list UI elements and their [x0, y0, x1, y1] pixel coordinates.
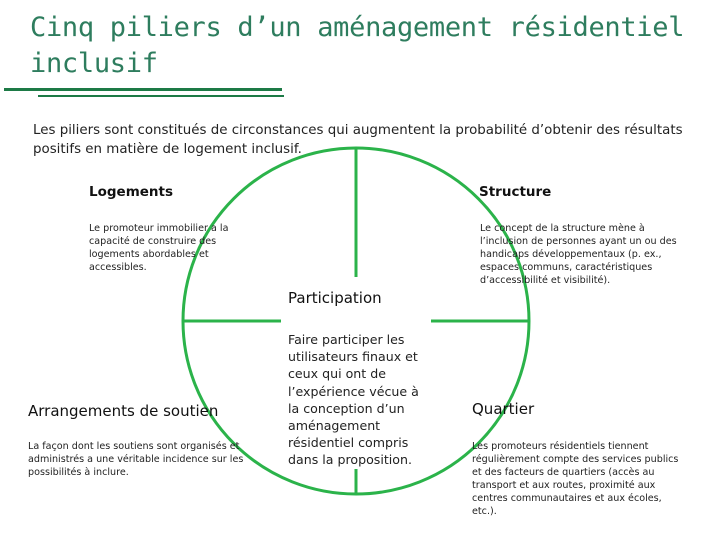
- pillar-structure-text: Le concept de la structure mène à l’inclusion de personnes ayant un ou des handicaps développementaux (p. ex., espaces communs, caractéristiques d’accessibilité et visibilité).: [480, 223, 677, 286]
- intro-text: Les piliers sont constitués de circonstances qui augmentent la probabilité d’obtenir des résultats positifs en matière de logement inclusif.: [33, 123, 683, 157]
- pillar-participation-text: Faire participer les utilisateurs finaux et ceux qui ont de l’expérience vécue à la conception d’un aménagement résidentiel compris dans la proposition.: [288, 332, 419, 468]
- page-title: Cinq piliers d’un aménagement résidentiel inclusif: [30, 12, 685, 79]
- pillar-arrangements-title: Arrangements de soutien: [28, 402, 219, 420]
- pillar-quartier-title: Quartier: [472, 400, 535, 418]
- pillar-quartier-text: Les promoteurs résidentiels tiennent régulièrement compte des services publics et des facteurs de quartiers (accès au transport et aux routes, proximité aux centres communautaires et aux écoles, etc.).: [472, 441, 679, 517]
- pillar-logements-title: Logements: [89, 184, 174, 200]
- pillar-arrangements-text: La façon dont les soutiens sont organisés et administrés a une véritable incidence sur les possibilités à inclure.: [28, 441, 244, 478]
- pillar-structure-title: Structure: [479, 184, 552, 200]
- pillar-logements-text: Le promoteur immobilier a la capacité de construire des logements abordables et accessibles.: [89, 223, 229, 273]
- pillar-participation-title: Participation: [288, 289, 382, 307]
